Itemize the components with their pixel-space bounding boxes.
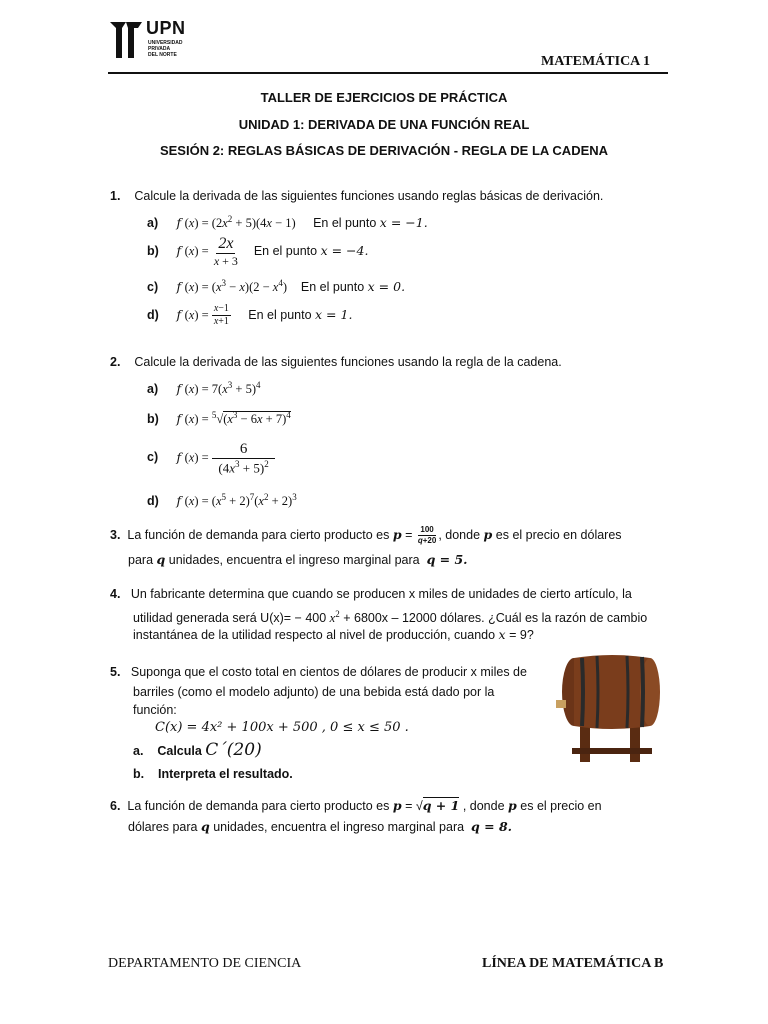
title-1: TALLER DE EJERCICIOS DE PRÁCTICA [260, 90, 508, 105]
q5-line1: 5. Suponga que el costo total en cientos de dólares de producir x miles de [110, 665, 527, 679]
q5-formula: C(x) = 4x² + 100x + 500 , 0 ≤ x ≤ 50 . [155, 720, 409, 735]
q1-heading: 1. Calcule la derivada de las siguientes funciones usando reglas básicas de derivación. [110, 189, 604, 203]
title-2: UNIDAD 1: DERIVADA DE UNA FUNCIÓN REAL [238, 117, 530, 132]
logo-subtext: UNIVERSIDAD PRIVADA DEL NORTE [148, 40, 183, 58]
q5-line3: función: [133, 703, 177, 717]
q5-sub-a: a. Calcula C´(20) [133, 740, 262, 760]
q6-line1: 6. La función de demanda para cierto producto es p = √q + 1 , donde p es el precio en [110, 798, 602, 813]
q2-item-d: d) f $(x) = (x^5 + 2)^7(x^2 + 2)^3$ [147, 492, 297, 509]
q2-item-a: a) f $(x) = 7(x^3 + 5)^4$ [147, 380, 261, 397]
q1-item-c: c) f $(x) = (x^3 - x)(2 - x^4)$ En el punto x = 0. [147, 278, 406, 295]
q1-item-a: a) f $(x) = (2x^2 + 5)(4x - 1)$ En el punto x = −1. [147, 214, 428, 231]
footer-line: LÍNEA DE MATEMÁTICA B [482, 956, 664, 971]
header-rule [108, 72, 668, 74]
title-3: SESIÓN 2: REGLAS BÁSICAS DE DERIVACIÓN - REGLA DE LA CADENA [159, 143, 609, 158]
barrel-image [552, 652, 662, 764]
logo-text: UPN [146, 18, 186, 38]
q4-line1: 4. Un fabricante determina que cuando se producen x miles de unidades de cierto artículo, la [110, 587, 632, 601]
q1-item-b: b) f (x) = $\frac{2x}{x + 3}$ En el punto x = −4. [147, 235, 369, 268]
q2-item-b: b) f $(x) = ^5√(x^3 - 6x + 7)^4$ [147, 410, 291, 427]
q2-heading: 2. Calcule la derivada de las siguientes funciones usando la regla de la cadena. [110, 355, 562, 369]
footer-department: DEPARTAMENTO DE CIENCIA [108, 956, 302, 971]
q2-item-c: c) f (x) = $\frac{6}{(4x^3 + 5)^2}$ [147, 442, 275, 474]
upn-logo [108, 18, 198, 64]
q3-line1: 3. La función de demanda para cierto producto es p = $\frac{100}{q+20}$ , donde p es el precio en dólares [110, 525, 622, 546]
q3-line2: para q unidades, encuentra el ingreso marginal para q = 5. [128, 552, 468, 567]
q5-sub-b: b. Interpreta el resultado. [133, 767, 293, 781]
q4-line3: instantánea de la utilidad respecto al nivel de producción, cuando x = 9? [133, 627, 534, 642]
q5-line2: barriles (como el modelo adjunto) de una bebida está dado por la [133, 685, 495, 699]
q6-line2: dólares para q unidades, encuentra el ingreso marginal para q = 8. [128, 819, 512, 834]
q4-line2: utilidad generada será U(x)= − 400 $x^2 + 6800x - 12000$ dólares. ¿Cuál es la razón de cambio [133, 609, 648, 626]
course-name: MATEMÁTICA 1 [541, 54, 651, 69]
q1-item-d: d) f (x) = $\frac{x-1}{x+1}$ En el punto x = 1. [147, 303, 353, 327]
